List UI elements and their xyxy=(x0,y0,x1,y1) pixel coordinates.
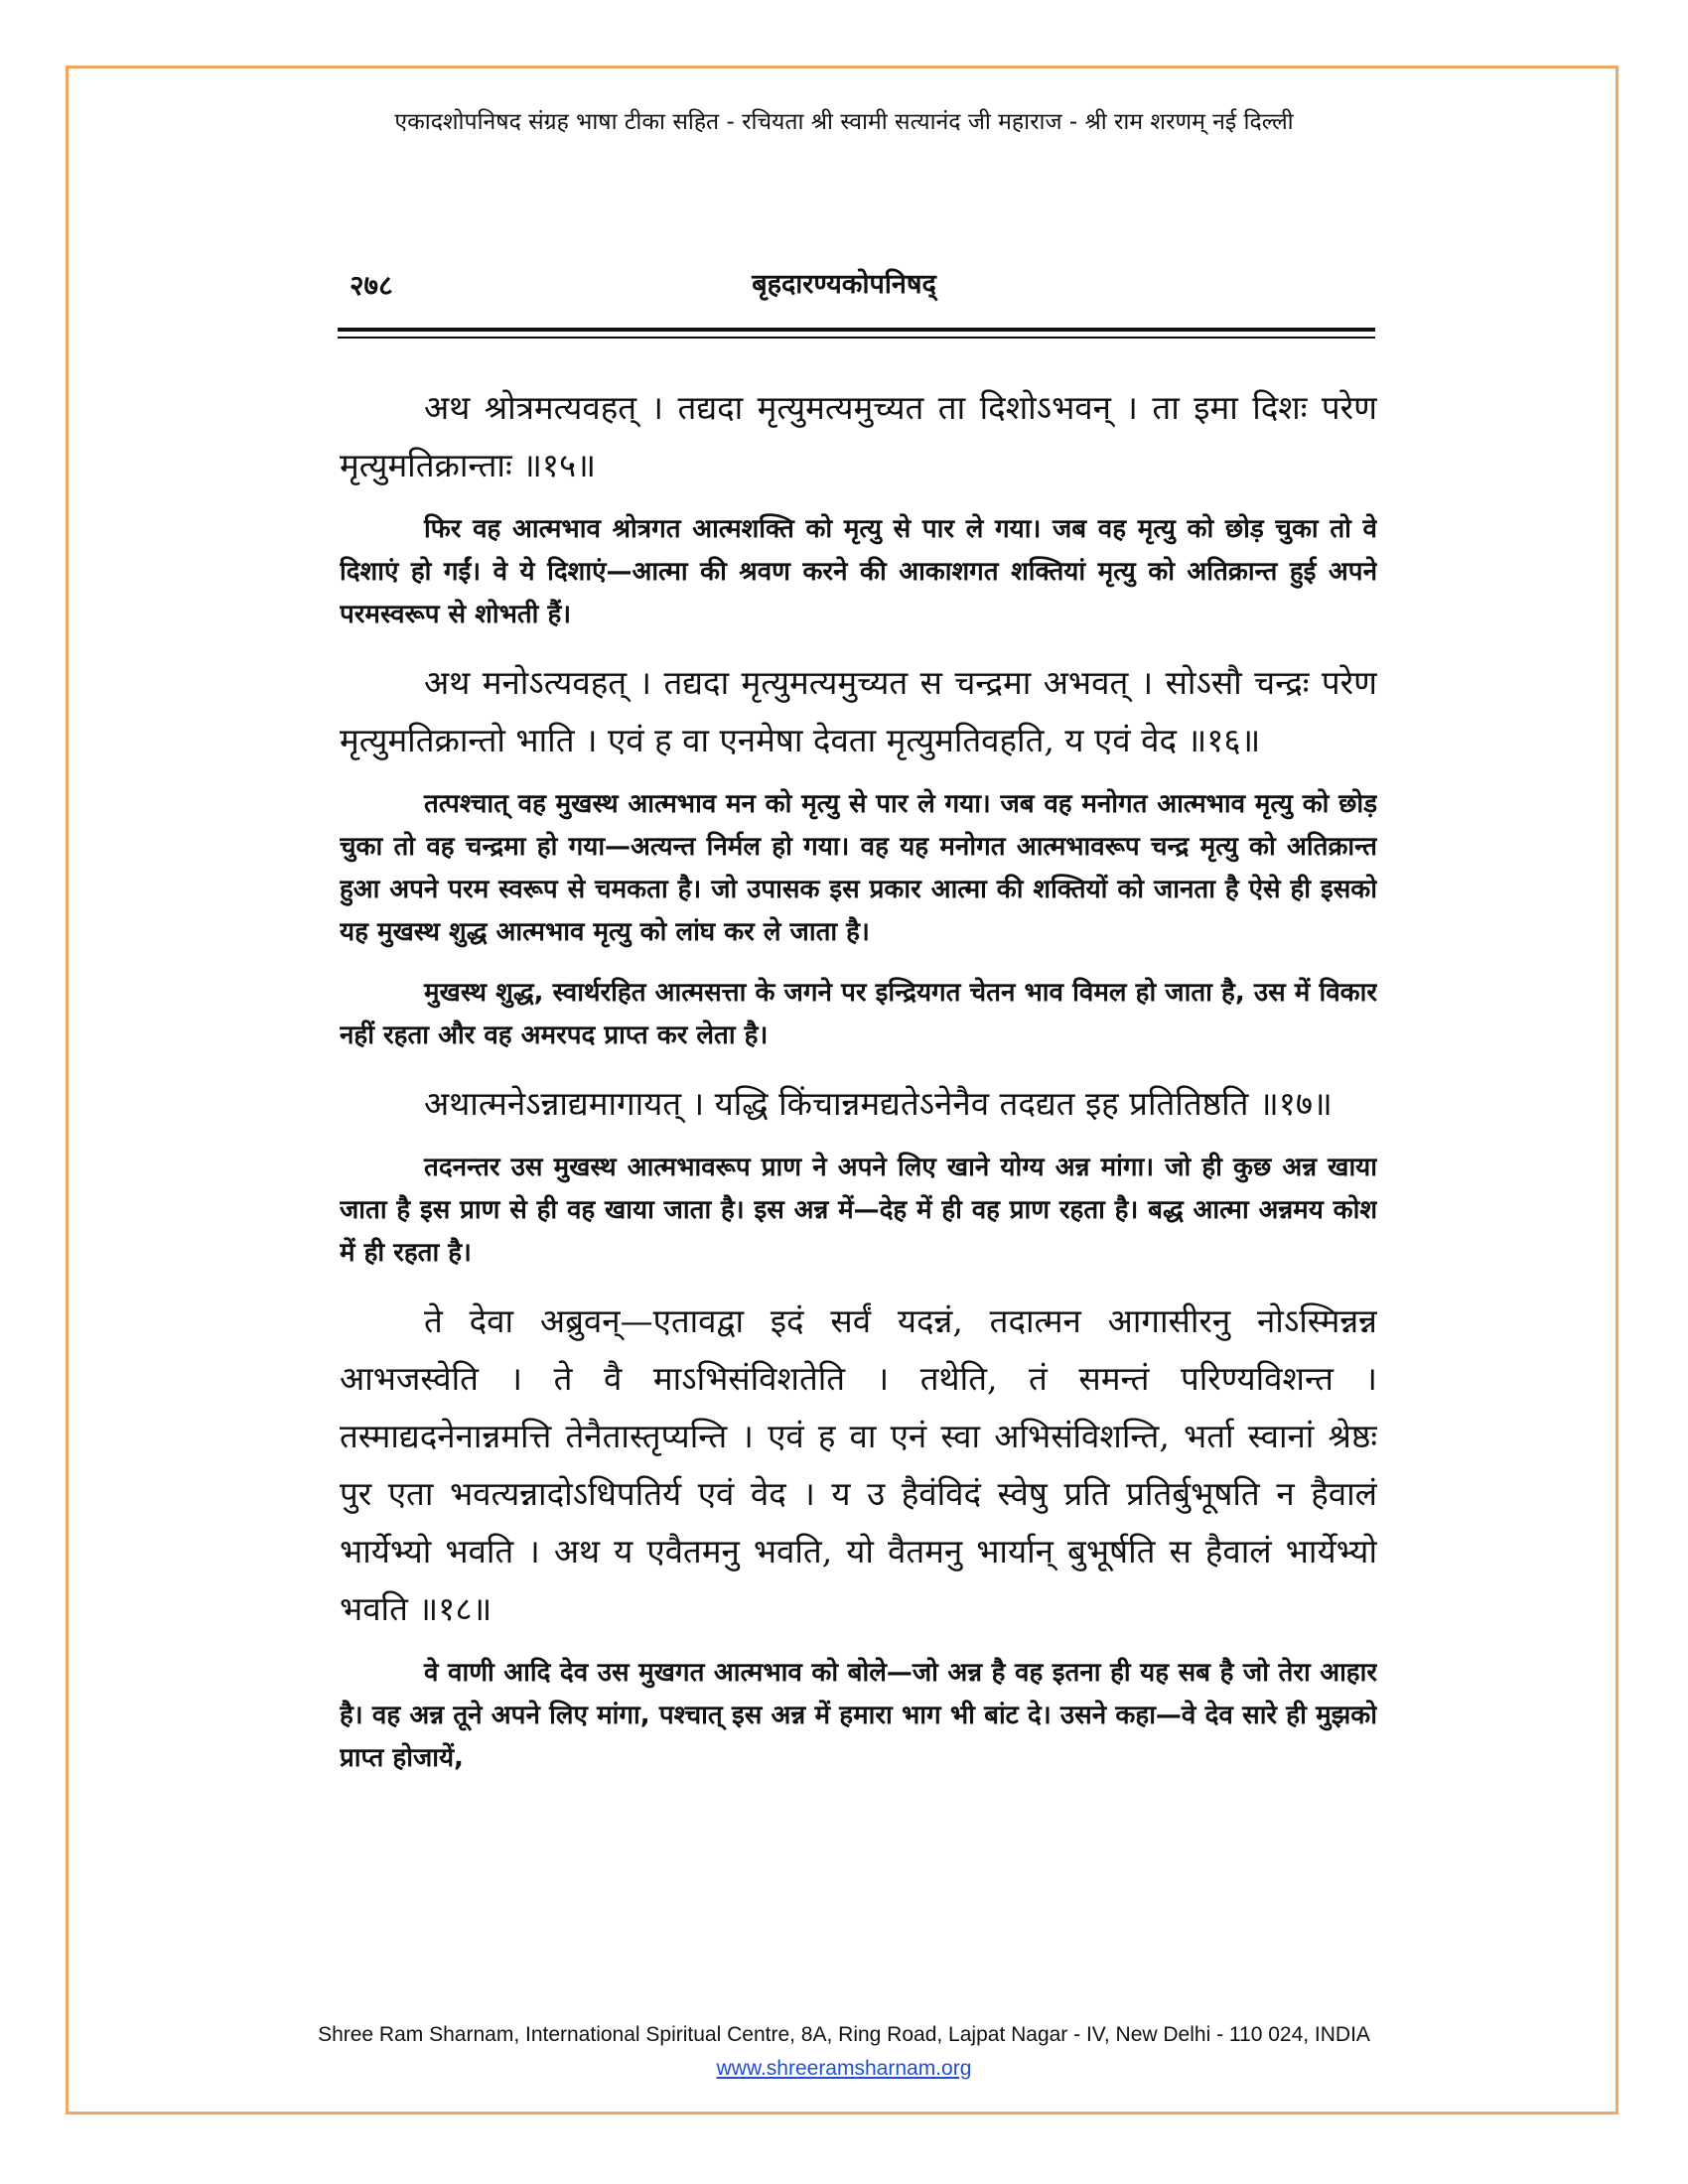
page-body xyxy=(340,379,1377,1958)
mantra-17: अथात्मनेऽन्नाद्यमागायत् । यद्धि किंचान्नमद्यतेऽनेनैव तदद्यत इह प्रतितिष्ठति ॥१७॥ xyxy=(424,1084,1333,1123)
website-link[interactable]: www.shreeramsharnam.org xyxy=(716,2057,972,2080)
page-number: २७८ xyxy=(350,269,393,302)
header-rule-thin xyxy=(338,337,1375,339)
header-rule-thick xyxy=(338,328,1375,332)
commentary-17: तदनन्तर उस मुखस्थ आत्मभावरूप प्राण ने अपने लिए खाने योग्य अन्न मांगा। जो ही कुछ अन्न खाया जाता है इस प्राण से ही वह खाया जाता है। इस अन्न में—देह में ही वह प्राण रहता है। बद्ध आत्मा अन्नमय कोश में ही रहता है। xyxy=(340,1153,1377,1268)
commentary-16: तत्पश्चात् वह मुखस्थ आत्मभाव मन को मृत्यु से पार ले गया। जब वह मनोगत आत्मभाव मृत्यु को छोड़ चुका तो वह चन्द्रमा हो गया—अत्यन्त निर्मल हो गया। वह यह मनोगत आत्मभावरूप चन्द्र मृत्यु को अतिक्रान्त हुआ अपने परम स्वरूप से चमकता है। जो उपासक इस प्रकार आत्मा की शक्तियों को जानता है ऐसे ही इसको यह मुखस्थ शुद्ध आत्मभाव मृत्यु को लांघ कर ले जाता है। xyxy=(340,789,1377,947)
footer-address: Shree Ram Sharnam, International Spiritual Centre, 8A, Ring Road, Lajpat Nagar - IV, New Delhi - 110 024, INDIA xyxy=(318,2023,1370,2046)
mantra-18: ते देवा अब्रुवन्—एतावद्वा इदं सर्वं यदन्नं, तदात्मन आगासीरनु नोऽस्मिन्नन्न आभजस्वेति । ते वै माऽभिसंविशतेति । तथेति, तं समन्तं परिण्यविशन्त । तस्माद्यदनेनान्नमत्ति तेनैतास्तृप्यन्ति । एवं ह वा एनं स्वा अभिसंविशन्ति, भर्ता स्वानां श्रेष्ठः पुर एता भवत्यन्नादोऽधिपतिर्य एवं वेद । य उ हैवंविदं स्वेषु प्रति प्रतिर्बुभूषति न हैवालं भार्येभ्यो भवति । अथ य एवैतमनु भवति, यो वैतमनु भार्यान् बुभूर्षति स हैवालं भार्येभ्यो भवति ॥१८॥ xyxy=(340,1301,1377,1628)
commentary-15: फिर वह आत्मभाव श्रोत्रगत आत्मशक्ति को मृत्यु से पार ले गया। जब वह मृत्यु को छोड़ चुका तो वे दिशाएं हो गईं। वे ये दिशाएं—आत्मा की श्रवण करने की आकाशगत शक्तियां मृत्यु को अतिक्रान्त हुई अपने परमस्वरूप से शोभती हैं। xyxy=(340,514,1377,629)
running-title: बृहदारण्यकोपनिषद् xyxy=(752,269,936,300)
document-header: एकादशोपनिषद संग्रह भाषा टीका सहित - रचियता श्री स्वामी सत्यानंद जी महाराज - श्री राम शरणम् नई दिल्ली xyxy=(394,109,1294,135)
mantra-16: अथ मनोऽत्यवहत् । तद्यदा मृत्युमत्यमुच्यत स चन्द्रमा अभवत् । सोऽसौ चन्द्रः परेण मृत्युमतिक्रान्तो भाति । एवं ह वा एनमेषा देवता मृत्युमतिवहति, य एवं वेद ॥१६॥ xyxy=(340,663,1377,759)
commentary-18: वे वाणी आदि देव उस मुखगत आत्मभाव को बोले—जो अन्न है वह इतना ही यह सब है जो तेरा आहार है। वह अन्न तूने अपने लिए मांगा, पश्चात् इस अन्न में हमारा भाग भी बांट दे। उसने कहा—वे देव सारे ही मुझको प्राप्त होजायें, xyxy=(340,1658,1377,1773)
mantra-15: अथ श्रोत्रमत्यवहत् । तद्यदा मृत्युमत्यमुच्यत ता दिशोऽभवन् । ता इमा दिशः परेण मृत्युमतिक्रान्ताः ॥१५॥ xyxy=(340,388,1377,484)
commentary-16-note: मुखस्थ शुद्ध, स्वार्थरहित आत्मसत्ता के जगने पर इन्द्रियगत चेतन भाव विमल हो जाता है, उस में विकार नहीं रहता और वह अमरपद प्राप्त कर लेता है। xyxy=(340,978,1377,1050)
